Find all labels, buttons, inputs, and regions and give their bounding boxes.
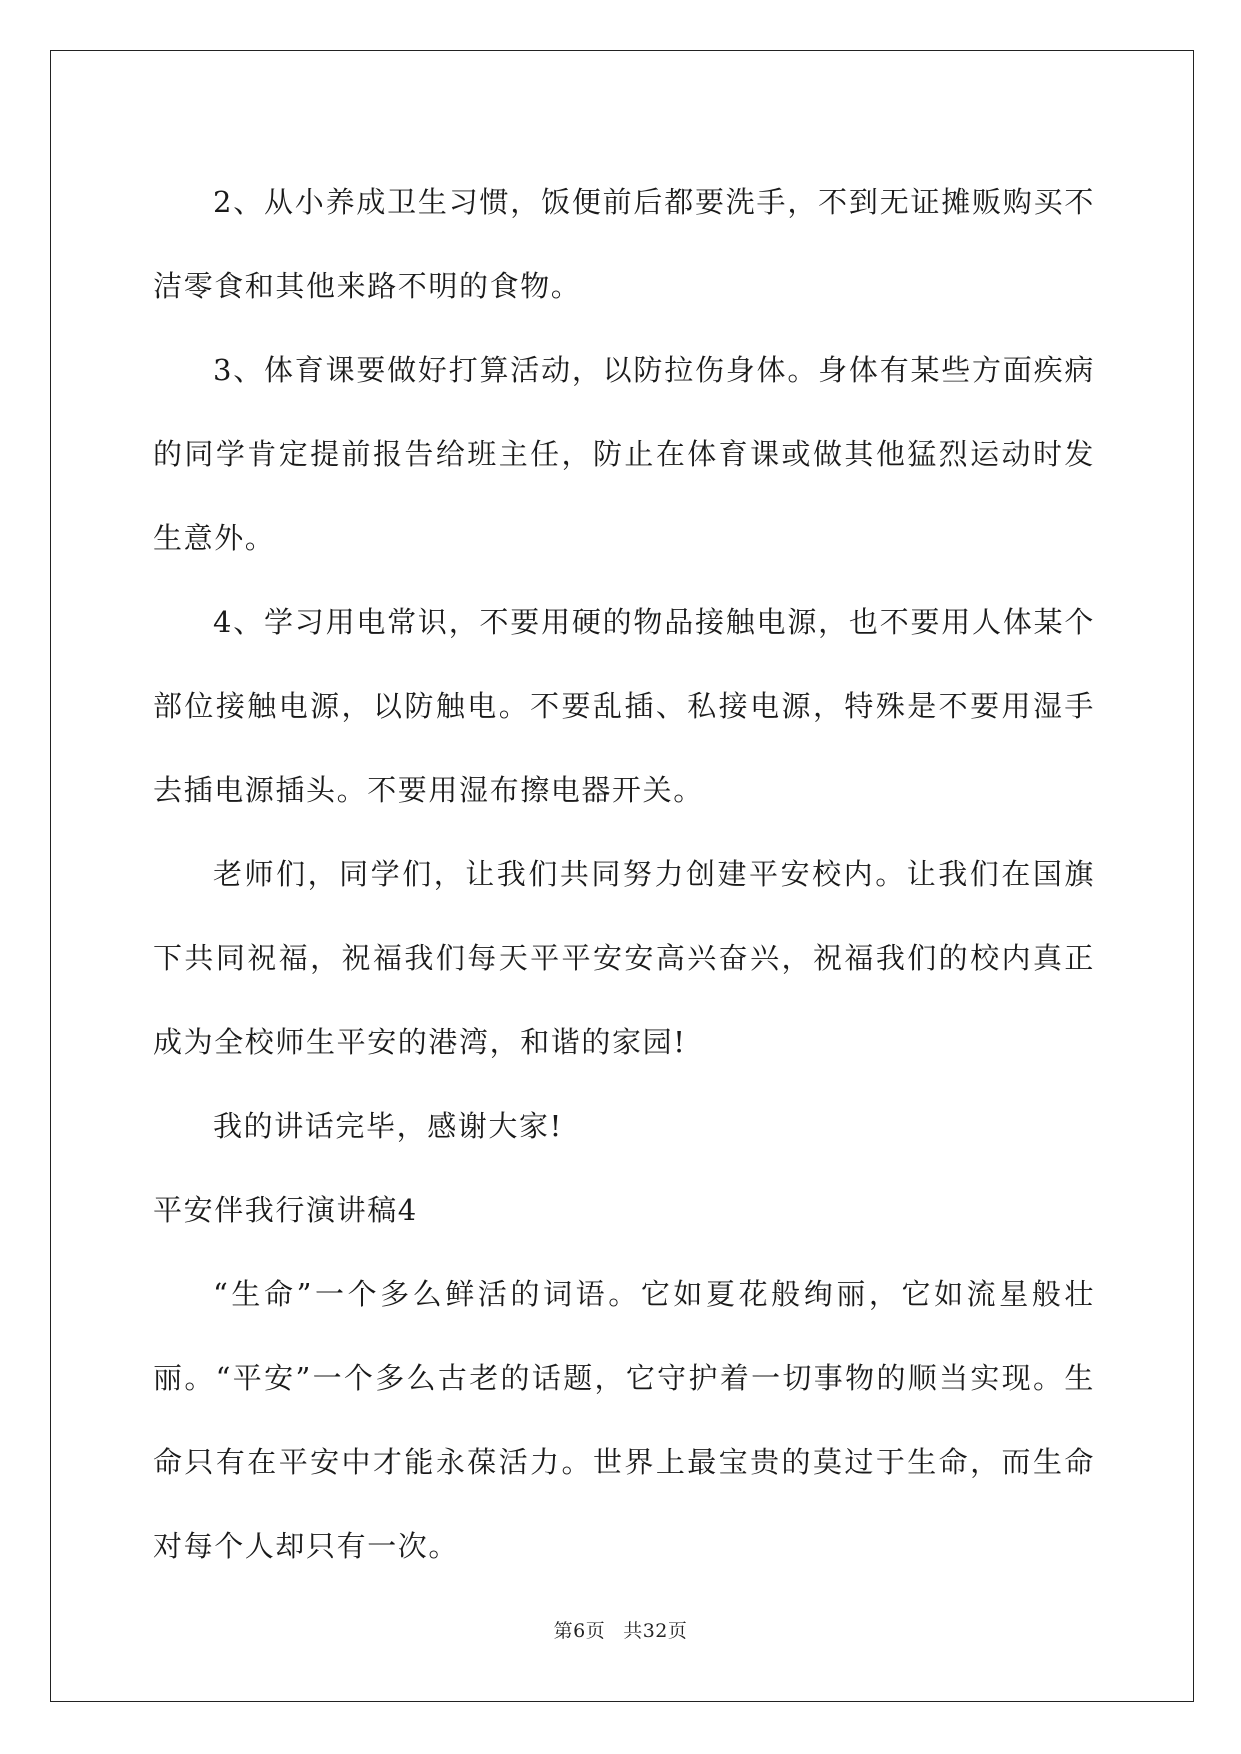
page-footer	[0, 1616, 1241, 1643]
section-heading: 平安伴我行演讲稿4	[153, 1193, 418, 1227]
document-body	[153, 160, 1095, 1588]
paragraph-hygiene: 2、从小养成卫生习惯，饭便前后都要洗手，不到无证摊贩购买不洁零食和其他来路不明的食物。	[153, 185, 1095, 303]
page-number: 第6页	[553, 1620, 606, 1642]
paragraph-pe-class: 3、体育课要做好打算活动，以防拉伤身体。身体有某些方面疾病的同学肯定提前报告给班主任，防止在体育课或做其他猛烈运动时发生意外。	[153, 353, 1095, 555]
paragraph-electricity: 4、学习用电常识，不要用硬的物品接触电源，也不要用人体某个部位接触电源，以防触电。不要乱插、私接电源，特殊是不要用湿手去插电源插头。不要用湿布擦电器开关。	[153, 605, 1095, 807]
paragraph-closing: 我的讲话完毕，感谢大家!	[213, 1109, 563, 1143]
page-total: 共32页	[623, 1620, 688, 1642]
paragraph-life-safety: “生命”一个多么鲜活的词语。它如夏花般绚丽，它如流星般壮丽。“平安”一个多么古老的话题，它守护着一切事物的顺当实现。生命只有在平安中才能永葆活力。世界上最宝贵的莫过于生命，而生命对每个人却只有一次。	[153, 1277, 1095, 1563]
paragraph-call-to-action: 老师们，同学们，让我们共同努力创建平安校内。让我们在国旗下共同祝福，祝福我们每天平平安安高兴奋兴，祝福我们的校内真正成为全校师生平安的港湾，和谐的家园!	[153, 857, 1095, 1059]
